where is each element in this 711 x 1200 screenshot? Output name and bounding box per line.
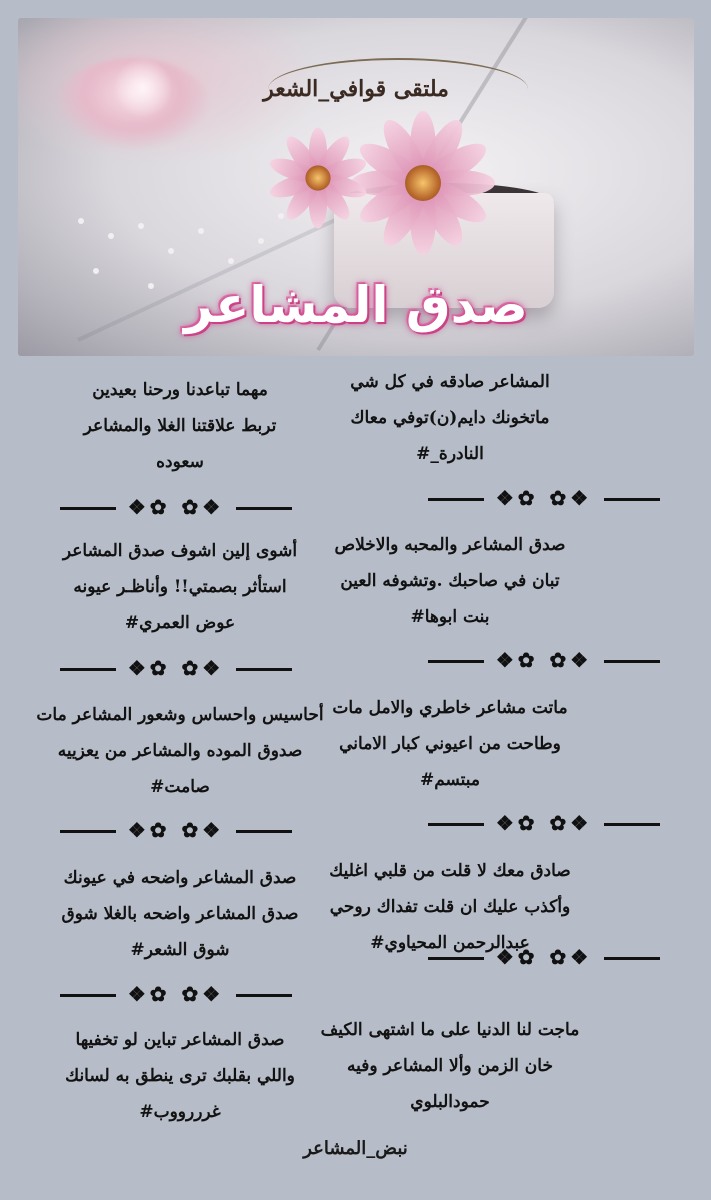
club-name: ملتقى قوافي_الشعر	[263, 76, 449, 102]
poem-line: صدق المشاعر واضحه في عيونك	[63, 868, 297, 888]
poem-line: أشوى إلين اشوف صدق المشاعر	[62, 541, 298, 561]
poem-block	[20, 1022, 340, 1130]
poem-author: #صامت	[150, 777, 210, 797]
page-title: صدق المشاعر	[184, 276, 528, 334]
footer-signature: نبض_المشاعر	[303, 1138, 408, 1159]
poem-line: استأثر بصمتي!! وأناظـر عيونه	[73, 577, 287, 597]
poem-author: #_النادرة	[416, 444, 484, 464]
poem-block	[20, 533, 340, 641]
poem-line: صادق معك لا قلت من قلبي اغليك	[329, 861, 571, 881]
ornament-divider	[428, 811, 660, 835]
poem-line: وطاحت من اعيوني كبار الاماني	[339, 734, 561, 754]
ornament-divider	[60, 495, 292, 519]
babys-breath-bud	[258, 238, 264, 244]
poem-author: #شوق الشعر	[130, 940, 230, 960]
poem-author: حمودالبلوي	[410, 1092, 490, 1112]
poem-line: صدوق الموده والمشاعر من يعزييه	[57, 741, 303, 761]
babys-breath-bud	[198, 228, 204, 234]
divider-ornament: ❖✿ ✿❖	[495, 486, 593, 510]
poem-author: #غرررووب	[139, 1102, 221, 1122]
divider-ornament: ❖✿ ✿❖	[495, 648, 593, 672]
poem-author: #عبدالرحمن المحياوي	[370, 933, 530, 953]
poem-line: أحاسيس واحساس وشعور المشاعر مات	[36, 705, 324, 725]
babys-breath-bud	[93, 268, 99, 274]
poem-line: صدق المشاعر والمحبه والاخلاص	[334, 535, 566, 555]
poem-author: سعوده	[156, 452, 204, 472]
poem-line: ماتخونك دايم(ن)توفي معاك	[350, 408, 550, 428]
poem-line: المشاعر صادقه في كل شي	[350, 372, 550, 392]
poem-block	[20, 697, 340, 805]
ornament-divider	[428, 648, 660, 672]
poem-line: تربط علاقتنا الغلا والمشاعر	[83, 416, 277, 436]
poem-line: صدق المشاعر تباين لو تخفيها	[75, 1030, 285, 1050]
ornament-divider	[60, 818, 292, 842]
poem-line: تبان في صاحبك .وتشوفه العين	[340, 571, 560, 591]
header-banner-image	[18, 18, 694, 356]
poem-author: #عوض العمري	[124, 613, 236, 633]
poem-line: وأكذب عليك ان قلت تفداك روحي	[329, 897, 571, 917]
ornament-divider	[60, 656, 292, 680]
babys-breath-bud	[228, 258, 234, 264]
poem-block	[20, 860, 340, 968]
poem-line: خان الزمن وألا المشاعر وفيه	[347, 1056, 553, 1076]
divider-ornament: ❖✿ ✿❖	[127, 656, 225, 680]
poem-line: مهما تباعدنا ورحنا بعيدين	[92, 380, 268, 400]
poem-line: واللي بقلبك ترى ينطق به لسانك	[65, 1066, 295, 1086]
poem-line: ماتت مشاعر خاطري والامل مات	[332, 698, 568, 718]
babys-breath-bud	[278, 213, 284, 219]
poem-line: صدق المشاعر واضحه بالغلا شوق	[61, 904, 299, 924]
ornament-divider	[428, 945, 660, 969]
poem-author: #مبتسم	[419, 770, 481, 790]
poem-author: #بنت ابوها	[410, 607, 490, 627]
babys-breath-bud	[108, 233, 114, 239]
divider-ornament: ❖✿ ✿❖	[127, 982, 225, 1006]
divider-ornament: ❖✿ ✿❖	[127, 818, 225, 842]
divider-ornament: ❖✿ ✿❖	[495, 945, 593, 969]
divider-ornament: ❖✿ ✿❖	[127, 495, 225, 519]
poem-block	[20, 372, 340, 480]
babys-breath-bud	[168, 248, 174, 254]
ornament-divider	[428, 486, 660, 510]
babys-breath-bud	[138, 223, 144, 229]
ornament-divider	[60, 982, 292, 1006]
divider-ornament: ❖✿ ✿❖	[495, 811, 593, 835]
poem-line: ماجت لنا الدنيا على ما اشتهى الكيف	[320, 1020, 580, 1040]
babys-breath-bud	[78, 218, 84, 224]
